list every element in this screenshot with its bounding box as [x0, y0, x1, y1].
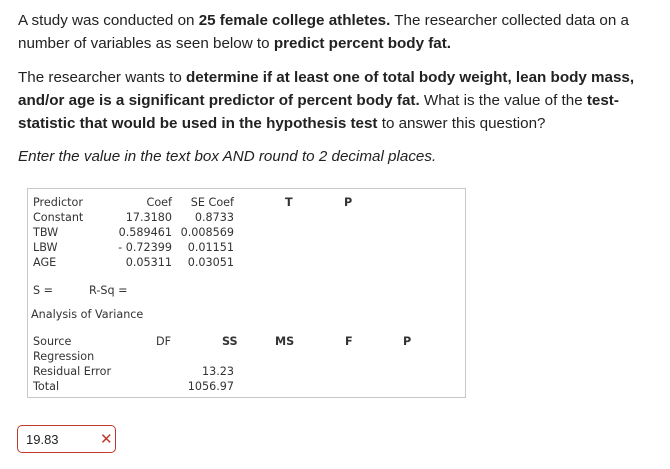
prompt-text: The researcher wants to: [18, 69, 186, 86]
row-age-coef: 0.05311: [125, 256, 172, 269]
col-predictor: Predictor: [33, 196, 83, 209]
intro-bold: 25 female college athletes.: [198, 12, 391, 29]
row-tbw-se: 0.008569: [180, 226, 234, 239]
row-constant-se: 0.8733: [194, 211, 234, 224]
anova-col-df: DF: [156, 335, 172, 348]
intro-text-2: The researcher collected data on a number of variables as seen below to: [18, 12, 629, 52]
row-tbw-coef: 0.589461: [118, 226, 172, 239]
prompt-bold-2: test-statistic that would be used in the hypothesis test: [18, 92, 619, 132]
question-intro: [18, 9, 663, 55]
anova-total-ss: 1056.97: [187, 380, 234, 393]
anova-title: Analysis of Variance: [31, 308, 144, 321]
prompt-text-3: to answer this question?: [377, 115, 546, 132]
x-mark-icon: ✕: [100, 430, 113, 448]
intro-bold-2: predict percent body fat.: [273, 35, 452, 52]
anova-col-f: F: [345, 335, 353, 348]
answer-input[interactable]: [18, 426, 88, 452]
anova-row-regression: Regression: [33, 350, 95, 363]
row-tbw-name: TBW: [33, 226, 59, 239]
row-age-name: AGE: [33, 256, 57, 269]
anova-row-total: Total: [33, 380, 60, 393]
anova-col-ss: SS: [222, 335, 238, 348]
row-constant-coef: 17.3180: [125, 211, 172, 224]
anova-residual-ss: 13.23: [201, 365, 234, 378]
prompt-bold: determine if at least one of total body weight, lean body mass, and/or age is a significant predictor of percent body fat.: [18, 69, 635, 109]
instruction-text: Enter the value in the text box AND round to 2 decimal places.: [18, 148, 437, 165]
row-lbw-coef: - 0.72399: [118, 241, 172, 254]
anova-col-p: P: [403, 335, 412, 348]
anova-col-source: Source: [33, 335, 72, 348]
s-label: S =: [33, 284, 54, 297]
col-p: P: [344, 196, 353, 209]
anova-row-residual: Residual Error: [33, 365, 112, 378]
anova-col-ms: MS: [275, 335, 295, 348]
rsq-label: R-Sq =: [89, 284, 128, 297]
row-lbw-se: 0.01151: [187, 241, 234, 254]
answer-box[interactable]: [17, 425, 116, 453]
col-se-coef: SE Coef: [190, 196, 234, 209]
col-t: T: [285, 196, 293, 209]
intro-text: A study was conducted on: [18, 12, 199, 29]
col-coef: Coef: [146, 196, 172, 209]
prompt-text-2: What is the value of the: [419, 92, 587, 109]
question-prompt: [18, 66, 668, 135]
regression-output: [27, 188, 466, 398]
row-age-se: 0.03051: [187, 256, 234, 269]
row-lbw-name: LBW: [33, 241, 58, 254]
row-constant-name: Constant: [33, 211, 84, 224]
